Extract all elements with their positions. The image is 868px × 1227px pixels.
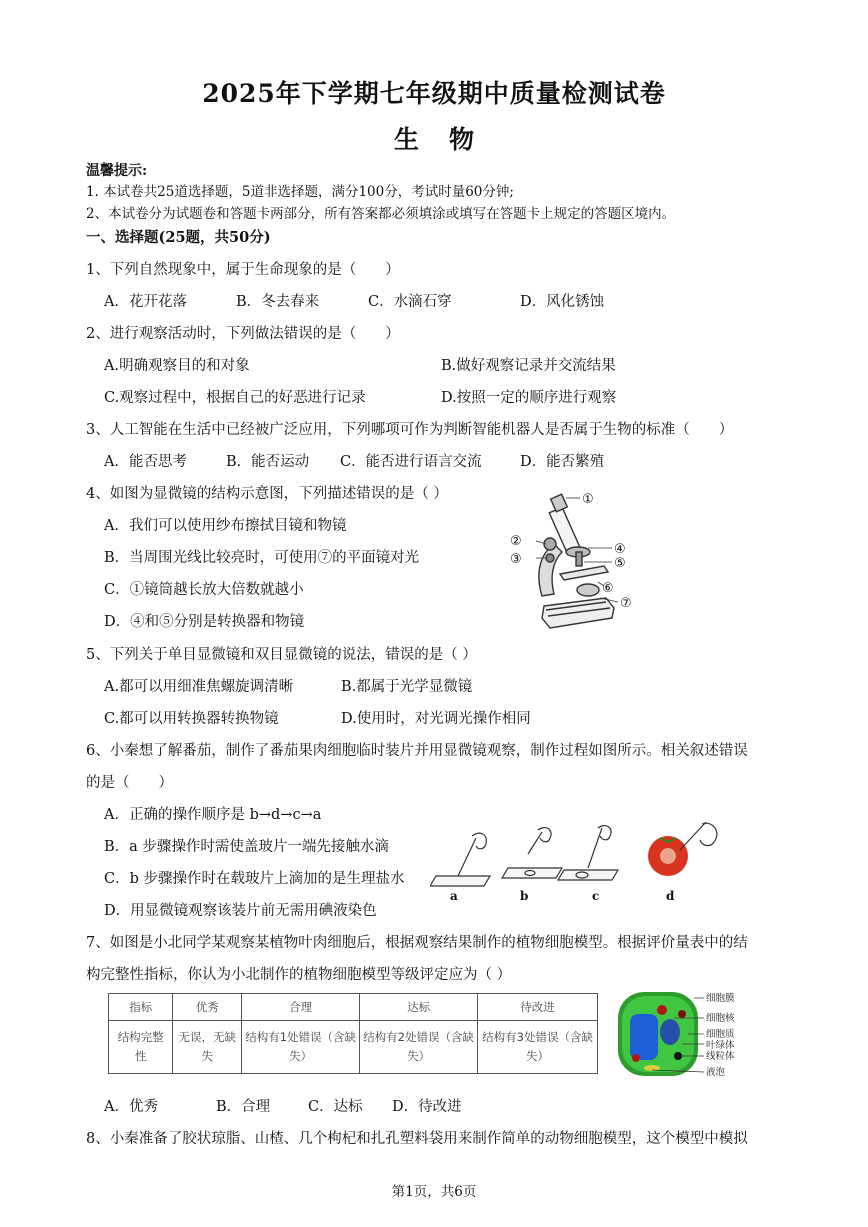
- q4-option-d: D．④和⑤分别是转换器和物镜: [104, 614, 305, 630]
- q4-stem: 4、如图为显微镜的结构示意图，下列描述错误的是（ ）: [86, 486, 448, 502]
- plant-cell-model-figure: [612, 988, 762, 1084]
- q7-option-b: B．合理: [216, 1099, 271, 1115]
- q7-option-c: C．达标: [308, 1099, 363, 1115]
- cell-label-membrane: 细胞膜: [706, 993, 735, 1004]
- microscope-label-2: ②: [510, 534, 522, 549]
- q2-option-b: B.做好观察记录并交流结果: [441, 358, 616, 374]
- table-row: [109, 1021, 598, 1074]
- table-cell: 无误，无缺失: [173, 1021, 242, 1074]
- q6-stem-line-2: 的是（ ）: [86, 775, 173, 791]
- q4-option-b: B．当周围光线比较亮时，可使用⑦的平面镜对光: [104, 550, 420, 566]
- q3-stem: 3、人工智能在生活中已经被广泛应用，下列哪项可作为判断智能机器人是否属于生物的标准（ ）: [86, 422, 734, 438]
- microscope-label-4: ④: [614, 542, 626, 557]
- q4-option-a: A．我们可以使用纱布擦拭目镜和物镜: [104, 518, 347, 534]
- q7-stem-line-2: 构完整性指标，你认为小北制作的植物细胞模型等级评定应为（ ）: [86, 967, 512, 983]
- cell-label-mitochondria: 线粒体: [706, 1051, 735, 1062]
- table-cell: 结构有1处错误（含缺失）: [242, 1021, 360, 1074]
- q5-option-c: C.都可以用转换器转换物镜: [104, 711, 279, 727]
- q4-option-c: C．①镜筒越长放大倍数就越小: [104, 582, 304, 598]
- microscope-label-1: ①: [582, 492, 594, 507]
- q7-option-a: A．优秀: [104, 1099, 158, 1115]
- notice-heading: 温馨提示:: [86, 163, 148, 179]
- cell-label-nucleus: 细胞核: [706, 1013, 735, 1024]
- q3-option-d: D．能否繁殖: [520, 454, 605, 470]
- table-cell: 结构完整性: [109, 1021, 173, 1074]
- subject-title: 生物: [393, 125, 504, 154]
- q2-option-d: D.按照一定的顺序进行观察: [441, 390, 617, 406]
- notice-line-2: 2、本试卷分为试题卷和答题卡两部分，所有答案都必须填涂或填写在答题卡上规定的答题区境内。: [86, 206, 676, 222]
- table-header-cell: 指标: [109, 994, 173, 1021]
- table-header-cell: 优秀: [173, 994, 242, 1021]
- q7-stem-line-1: 7、如图是小北同学某观察某植物叶肉细胞后，根据观察结果制作的植物细胞模型。根据评价量表中的结: [86, 935, 748, 951]
- q2-option-a: A.明确观察目的和对象: [104, 358, 250, 374]
- q3-option-a: A．能否思考: [104, 454, 187, 470]
- section-heading: 一、选择题(25题，共50分): [86, 229, 271, 246]
- microscope-label-5: ⑤: [614, 556, 626, 571]
- table-header-cell: 合理: [242, 994, 360, 1021]
- q3-option-c: C．能否进行语言交流: [340, 454, 482, 470]
- q1-stem: 1、下列自然现象中，属于生命现象的是（ ）: [86, 262, 400, 278]
- evaluation-rubric-table: [108, 993, 598, 1074]
- q6-option-d: D．用显微镜观察该装片前无需用碘液染色: [104, 903, 377, 919]
- q1-option-d: D．风化锈蚀: [520, 294, 605, 310]
- cell-label-vacuole: 液泡: [706, 1067, 726, 1078]
- page-number: 第1页，共6页: [391, 1184, 477, 1200]
- cell-label-cytoplasm: 细胞质: [706, 1029, 735, 1040]
- slide-step-b-label: b: [520, 889, 529, 903]
- q1-option-c: C．水滴石穿: [368, 294, 452, 310]
- q8-stem: 8、小秦准备了胶状琼脂、山楂、几个枸杞和扎孔塑料袋用来制作简单的动物细胞模型，这个模型中模拟: [86, 1131, 748, 1147]
- slide-preparation-figure: [430, 818, 730, 904]
- microscope-label-3: ③: [510, 552, 522, 567]
- q2-option-c: C.观察过程中，根据自己的好恶进行记录: [104, 390, 366, 406]
- q2-stem: 2、进行观察活动时，下列做法错误的是（ ）: [86, 326, 400, 342]
- q5-option-b: B.都属于光学显微镜: [341, 679, 473, 695]
- q7-option-d: D．待改进: [392, 1099, 462, 1115]
- microscope-label-6: ⑥: [602, 581, 614, 596]
- q5-stem: 5、下列关于单目显微镜和双目显微镜的说法，错误的是（ ）: [86, 647, 477, 663]
- table-cell: 结构有3处错误（含缺失）: [478, 1021, 598, 1074]
- microscope-label-7: ⑦: [620, 596, 632, 611]
- table-cell: 结构有2处错误（含缺失）: [360, 1021, 478, 1074]
- table-header-row: [109, 994, 598, 1021]
- exam-title: 2025年下学期七年级期中质量检测试卷: [202, 79, 666, 108]
- q5-option-d: D.使用时，对光调光操作相同: [341, 711, 531, 727]
- table-header-cell: 达标: [360, 994, 478, 1021]
- slide-step-a-label: a: [450, 889, 458, 903]
- q6-option-c: C．b 步骤操作时在载玻片上滴加的是生理盐水: [104, 871, 405, 887]
- slide-step-d-label: d: [666, 889, 675, 903]
- q5-option-a: A.都可以用细准焦螺旋调清晰: [104, 679, 294, 695]
- cell-label-chloroplast: 叶绿体: [706, 1040, 735, 1051]
- notice-line-1: 1. 本试卷共25道选择题，5道非选择题，满分100分，考试时量60分钟;: [86, 184, 514, 200]
- q1-option-b: B．冬去春来: [236, 294, 320, 310]
- q6-stem-line-1: 6、小秦想了解番茄，制作了番茄果肉细胞临时装片并用显微镜观察，制作过程如图所示。相关叙述错误: [86, 743, 748, 759]
- q3-option-b: B．能否运动: [226, 454, 310, 470]
- q6-option-b: B．a 步骤操作时需使盖玻片一端先接触水滴: [104, 839, 389, 855]
- slide-step-c-label: c: [592, 889, 600, 903]
- table-header-cell: 待改进: [478, 994, 598, 1021]
- q6-option-a: A．正确的操作顺序是 b→d→c→a: [104, 807, 322, 823]
- microscope-figure: [506, 486, 646, 636]
- q1-option-a: A．花开花落: [104, 294, 187, 310]
